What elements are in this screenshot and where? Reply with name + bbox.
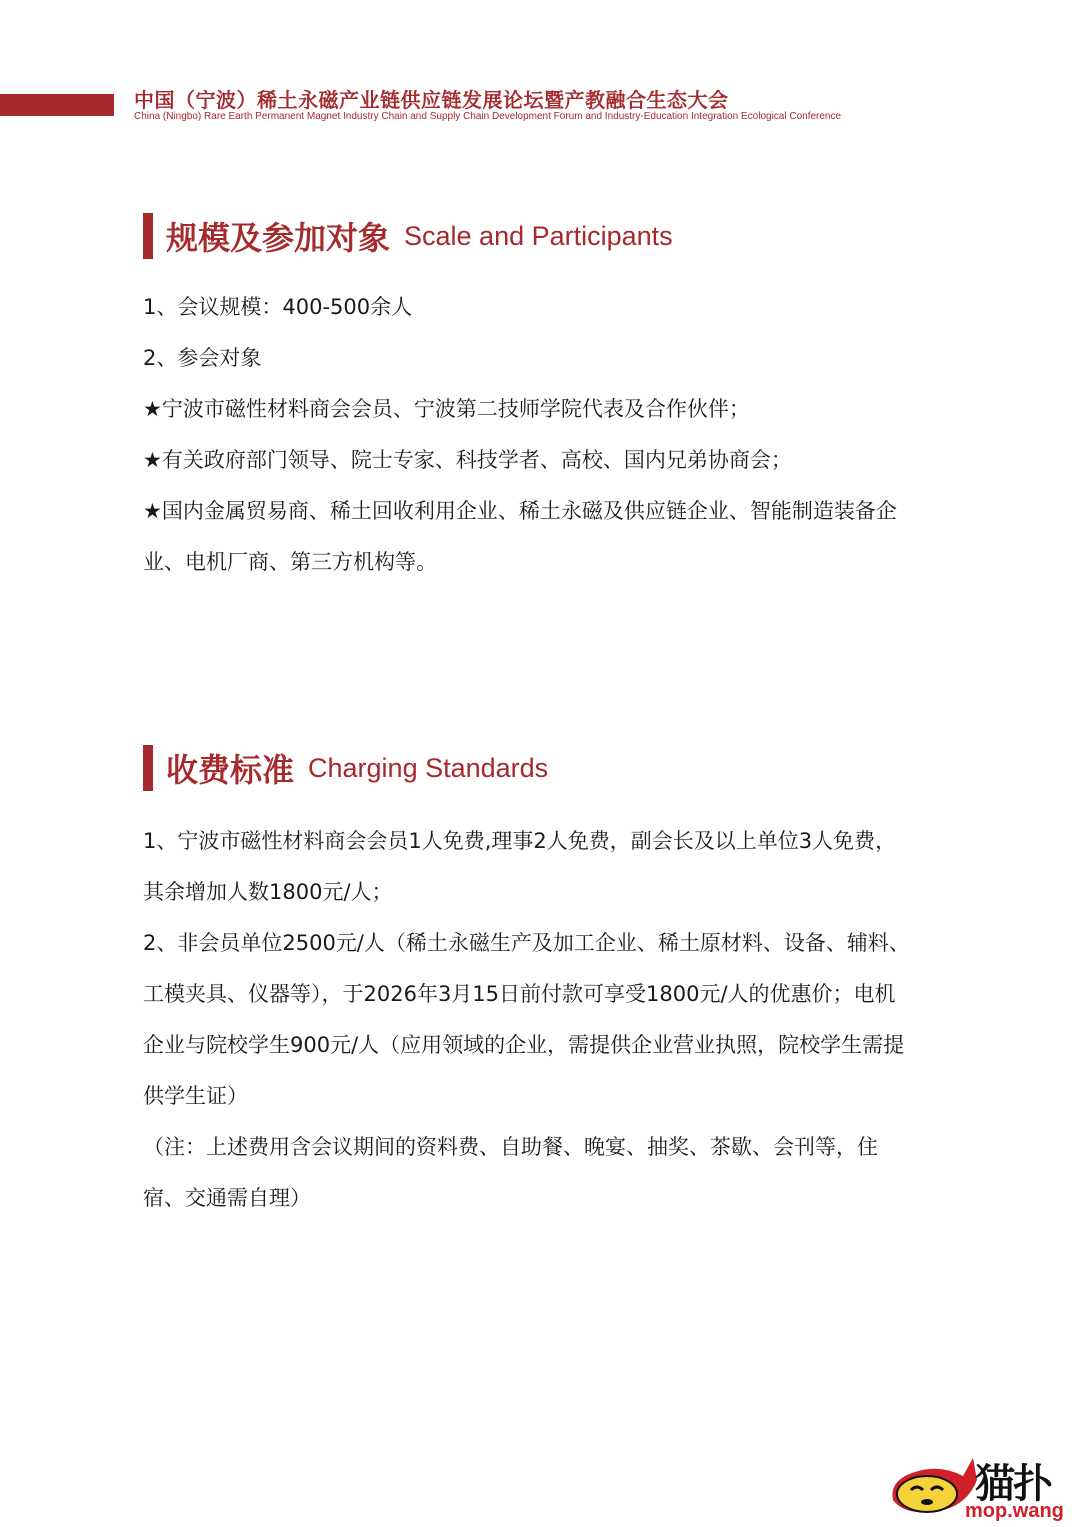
watermark-url: mop.wang bbox=[965, 1500, 1064, 1522]
header-title-cn: 中国（宁波）稀土永磁产业链供应链发展论坛暨产教融合生态大会 bbox=[134, 88, 729, 112]
body-line: 工模夹具、仪器等），于2026年3月15日前付款可享受1800元/人的优惠价；电机 bbox=[143, 982, 896, 1006]
heading-title-en: Scale and Participants bbox=[404, 220, 673, 251]
heading-marker bbox=[143, 745, 153, 791]
body-line: 企业与院校学生900元/人（应用领域的企业，需提供企业营业执照，院校学生需提 bbox=[143, 1033, 905, 1057]
body-line: 供学生证） bbox=[143, 1084, 248, 1108]
scale-participants-body bbox=[143, 282, 943, 588]
body-line: 其余增加人数1800元/人； bbox=[143, 880, 393, 904]
body-line: ★国内金属贸易商、稀土回收利用企业、稀土永磁及供应链企业、智能制造装备企 bbox=[143, 499, 897, 523]
heading-title-cn: 收费标准 bbox=[166, 751, 295, 789]
body-line: 2、非会员单位2500元/人（稀土永磁生产及加工企业、稀土原材料、设备、辅料、 bbox=[143, 931, 910, 955]
body-line: 宿、交通需自理） bbox=[143, 1186, 311, 1210]
heading-marker bbox=[143, 213, 153, 259]
body-line: ★有关政府部门领导、院士专家、科技学者、高校、国内兄弟协商会； bbox=[143, 448, 792, 472]
body-line: ★宁波市磁性材料商会会员、宁波第二技师学院代表及合作伙伴； bbox=[143, 397, 750, 421]
watermark-logo-text: 猫扑 bbox=[975, 1461, 1051, 1507]
header-title-en: China (Ningbo) Rare Earth Permanent Magnet Industry Chain and Supply Chain Development Forum and Industry-Education Integration Ecological Conference bbox=[134, 111, 842, 122]
heading-title-en: Charging Standards bbox=[308, 752, 549, 783]
charging-standards-body bbox=[143, 816, 943, 1224]
header-accent-bar bbox=[0, 94, 114, 116]
body-line: 1、会议规模：400-500余人 bbox=[143, 295, 413, 319]
section-heading-scale bbox=[143, 212, 673, 260]
section-heading-charging bbox=[143, 744, 548, 792]
heading-title-cn: 规模及参加对象 bbox=[166, 219, 391, 257]
body-line: 2、参会对象 bbox=[143, 346, 262, 370]
body-line: 业、电机厂商、第三方机构等。 bbox=[143, 550, 437, 574]
body-line: （注：上述费用含会议期间的资料费、自助餐、晚宴、抽奖、茶歇、会刊等，住 bbox=[143, 1135, 878, 1159]
body-line: 1、宁波市磁性材料商会会员1人免费,理事2人免费，副会长及以上单位3人免费， bbox=[143, 829, 897, 853]
